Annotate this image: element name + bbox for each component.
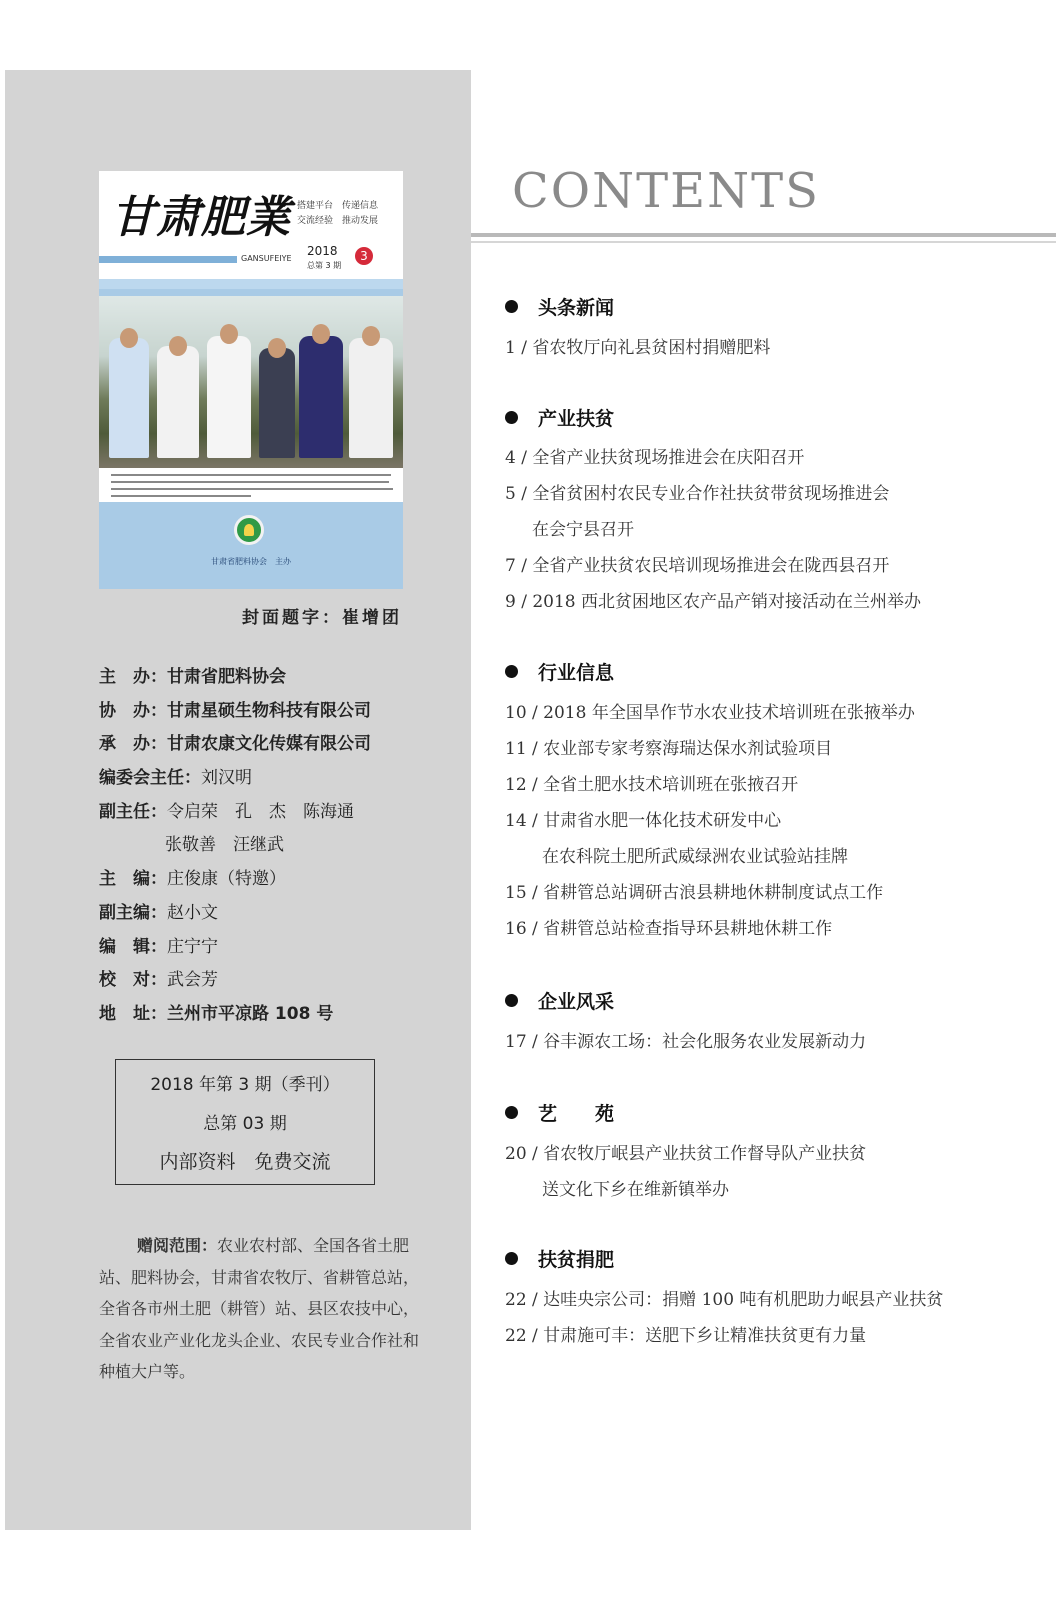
cover-association: 甘肃省肥料协会 主办 xyxy=(211,557,291,566)
section-heading xyxy=(505,1245,614,1272)
bullet-icon xyxy=(505,1252,518,1265)
cover-pinyin: GANSUFEIYE xyxy=(241,254,292,263)
masthead-row xyxy=(99,695,469,729)
toc-entry[interactable]: 4 / 全省产业扶贫现场推进会在庆阳召开 xyxy=(505,448,805,468)
masthead-label: 编委会主任： xyxy=(99,768,201,789)
distribution-scope xyxy=(99,1230,419,1388)
toc-entry[interactable]: 1 / 省农牧厅向礼县贫困村捐赠肥料 xyxy=(505,338,771,358)
toc-entry[interactable]: 22 / 达哇央宗公司：捐赠 100 吨有机肥助力岷县产业扶贫 xyxy=(505,1290,944,1310)
masthead-value: 令启荣 孔 杰 陈海通 xyxy=(167,801,354,822)
masthead-label: 编 辑： xyxy=(99,936,167,957)
cover-image xyxy=(99,171,403,589)
contents-title: CONTENTS xyxy=(512,163,821,219)
distribution-text: 农业农村部、全国各省土肥站、肥料协会，甘肃省农牧厅、省耕管总站，全省各市州土肥（耕管）站、县区农技中心，全省农业产业化龙头企业、农民专业合作社和种植大户等。 xyxy=(99,1236,420,1381)
cover-slogan xyxy=(297,199,397,229)
bullet-icon xyxy=(505,994,518,1007)
toc-entry-continued[interactable]: 送文化下乡在维新镇举办 xyxy=(542,1180,729,1200)
masthead-value: 庄宁宁 xyxy=(167,936,218,957)
masthead-row xyxy=(99,796,469,830)
bullet-icon xyxy=(505,300,518,313)
section-title: 产业扶贫 xyxy=(538,408,615,430)
section-title: 扶贫捐肥 xyxy=(538,1249,615,1271)
section-heading xyxy=(505,293,614,320)
cover-issue-badge: 3 xyxy=(355,247,373,265)
distribution-label: 赠阅范围： xyxy=(137,1236,218,1255)
toc-entry-continued[interactable]: 在农科院土肥所武威绿洲农业试验站挂牌 xyxy=(542,847,848,867)
masthead-label: 主 编： xyxy=(99,869,167,890)
masthead-label: 副主任： xyxy=(99,801,167,822)
issue-note: 内部资料 免费交流 xyxy=(159,1151,331,1173)
section-title: 行业信息 xyxy=(538,662,615,684)
toc-entry[interactable]: 15 / 省耕管总站调研古浪县耕地休耕制度试点工作 xyxy=(505,883,884,903)
masthead-value: 甘肃星硕生物科技有限公司 xyxy=(167,700,371,721)
toc-entry[interactable]: 9 / 2018 西北贫困地区农产品产销对接活动在兰州举办 xyxy=(505,592,922,612)
title-rule-thin xyxy=(471,241,1056,243)
masthead-value: 甘肃农康文化传媒有限公司 xyxy=(167,734,371,755)
masthead-label: 主 办： xyxy=(99,667,167,687)
issue-line: 2018 年第 3 期（季刊） xyxy=(150,1075,340,1095)
masthead-value: 兰州市平凉路 108 号 xyxy=(167,1003,334,1024)
association-logo-icon xyxy=(234,515,264,545)
toc-entry[interactable]: 10 / 2018 年全国旱作节水农业技术培训班在张掖举办 xyxy=(505,703,915,723)
issue-info-box xyxy=(115,1059,375,1185)
masthead-label: 协 办： xyxy=(99,700,167,721)
masthead xyxy=(99,661,469,1032)
toc-entry[interactable]: 17 / 谷丰源农工场：社会化服务农业发展新动力 xyxy=(505,1032,867,1052)
masthead-row xyxy=(99,998,469,1032)
masthead-label: 校 对： xyxy=(99,970,167,991)
masthead-label: 地 址： xyxy=(99,1003,167,1024)
calligraphy-credit: 封面题字：崔增团 xyxy=(242,608,402,628)
masthead-row xyxy=(99,829,469,863)
section-title: 艺 苑 xyxy=(538,1103,615,1125)
issue-total: 总第 03 期 xyxy=(203,1114,287,1134)
toc-entry[interactable]: 12 / 全省土肥水技术培训班在张掖召开 xyxy=(505,775,799,795)
title-rule xyxy=(471,233,1056,237)
masthead-row xyxy=(99,863,469,897)
masthead-row xyxy=(99,931,469,965)
cover-total-issue: 总第 3 期 xyxy=(307,261,342,270)
masthead-row xyxy=(99,661,469,695)
section-heading xyxy=(505,658,614,685)
masthead-row xyxy=(99,897,469,931)
section-heading xyxy=(505,987,614,1014)
cover-caption xyxy=(99,468,403,502)
cover-year: 2018 xyxy=(307,244,338,258)
cover-header xyxy=(99,171,403,279)
masthead-value: 赵小文 xyxy=(167,902,218,923)
bullet-icon xyxy=(505,665,518,678)
masthead-row xyxy=(99,762,469,796)
masthead-row xyxy=(99,728,469,762)
masthead-label: 承 办： xyxy=(99,734,167,755)
cover-photo xyxy=(99,296,403,468)
masthead-value: 武会芳 xyxy=(167,970,218,991)
cover-slogan-line: 搭建平台 传递信息 xyxy=(297,201,379,211)
section-heading xyxy=(505,1099,614,1126)
cover-stripe xyxy=(99,256,237,263)
masthead-value: 张敬善 汪继武 xyxy=(165,835,284,856)
masthead-row xyxy=(99,964,469,998)
toc-entry[interactable]: 11 / 农业部专家考察海瑞达保水剂试验项目 xyxy=(505,739,833,759)
toc-entry[interactable]: 16 / 省耕管总站检查指导环县耕地休耕工作 xyxy=(505,919,833,939)
bullet-icon xyxy=(505,411,518,424)
masthead-value: 刘汉明 xyxy=(201,768,252,789)
cover-stripe-2 xyxy=(99,279,403,289)
toc-entry[interactable]: 14 / 甘肃省水肥一体化技术研发中心 xyxy=(505,811,782,831)
toc-entry[interactable]: 22 / 甘肃施可丰：送肥下乡让精准扶贫更有力量 xyxy=(505,1326,867,1346)
cover-title: 甘肃肥業 xyxy=(111,192,291,243)
cover-slogan-line: 交流经验 推动发展 xyxy=(297,216,379,226)
toc-entry[interactable]: 20 / 省农牧厅岷县产业扶贫工作督导队产业扶贫 xyxy=(505,1144,867,1164)
toc-entry[interactable]: 7 / 全省产业扶贫农民培训现场推进会在陇西县召开 xyxy=(505,556,890,576)
section-title: 头条新闻 xyxy=(538,297,615,319)
bullet-icon xyxy=(505,1106,518,1119)
masthead-value: 庄俊康（特邀） xyxy=(167,869,286,890)
toc-entry-continued[interactable]: 在会宁县召开 xyxy=(532,520,634,540)
masthead-value: 甘肃省肥料协会 xyxy=(167,667,286,687)
toc-entry[interactable]: 5 / 全省贫困村农民专业合作社扶贫带贫现场推进会 xyxy=(505,484,890,504)
masthead-label: 副主编： xyxy=(99,902,167,923)
section-title: 企业风采 xyxy=(538,991,615,1013)
section-heading xyxy=(505,404,614,431)
